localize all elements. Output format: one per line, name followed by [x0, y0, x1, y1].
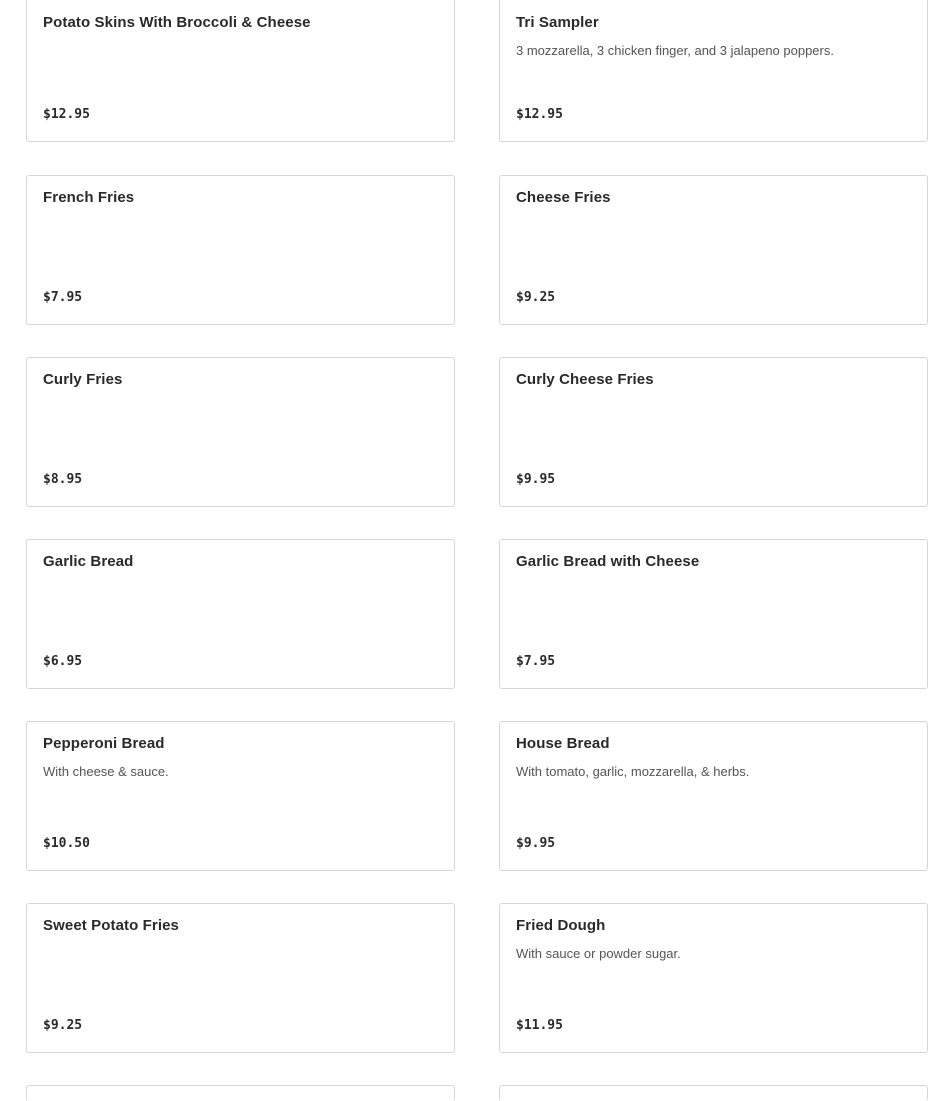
menu-item-name: Garlic Bread with Cheese [516, 553, 700, 570]
menu-item-price: $12.95 [43, 107, 90, 122]
menu-item-description: With tomato, garlic, mozzarella, & herbs. [516, 764, 750, 779]
menu-item-price: $9.95 [516, 836, 556, 851]
menu-item-price: $7.95 [516, 654, 556, 669]
menu-item-name: Cheese Fries [516, 189, 611, 206]
menu-item-card[interactable] [26, 721, 455, 871]
menu-item-price: $8.95 [43, 472, 83, 487]
menu-item-name: Pepperoni Bread [43, 735, 165, 752]
menu-item-price: $6.95 [43, 654, 83, 669]
menu-item-card[interactable] [26, 175, 455, 325]
menu-item-name: House Bread [516, 735, 610, 752]
menu-item-card[interactable] [499, 357, 928, 507]
menu-item-card[interactable] [499, 721, 928, 871]
menu-item-card[interactable] [499, 0, 928, 142]
menu-item-name: Curly Cheese Fries [516, 371, 654, 388]
menu-item-card[interactable] [26, 903, 455, 1053]
menu-item-price: $7.95 [43, 290, 83, 305]
menu-item-card[interactable] [26, 1085, 455, 1101]
menu-item-name: Tri Sampler [516, 14, 599, 31]
menu-item-card[interactable] [499, 1085, 928, 1101]
menu-item-card[interactable] [26, 539, 455, 689]
menu-item-price: $9.25 [516, 290, 556, 305]
menu-item-name: French Fries [43, 189, 135, 206]
menu-item-card[interactable] [499, 175, 928, 325]
menu-item-price: $11.95 [516, 1018, 563, 1033]
menu-item-description: With cheese & sauce. [43, 764, 169, 779]
menu-item-price: $12.95 [516, 107, 563, 122]
menu-item-name: Potato Skins With Broccoli & Cheese [43, 14, 311, 31]
menu-item-price: $10.50 [43, 836, 90, 851]
menu-item-description: With sauce or powder sugar. [516, 946, 681, 961]
menu-item-card[interactable] [26, 0, 455, 142]
menu-item-card[interactable] [499, 903, 928, 1053]
menu-item-price: $9.25 [43, 1018, 83, 1033]
menu-item-name: Sweet Potato Fries [43, 917, 180, 934]
menu-item-name: Curly Fries [43, 371, 123, 388]
menu-item-description: 3 mozzarella, 3 chicken finger, and 3 jalapeno poppers. [516, 43, 834, 58]
menu-item-name: Garlic Bread [43, 553, 134, 570]
menu-item-card[interactable] [499, 539, 928, 689]
menu-item-name: Fried Dough [516, 917, 606, 934]
menu-item-price: $9.95 [516, 472, 556, 487]
menu-item-card[interactable] [26, 357, 455, 507]
